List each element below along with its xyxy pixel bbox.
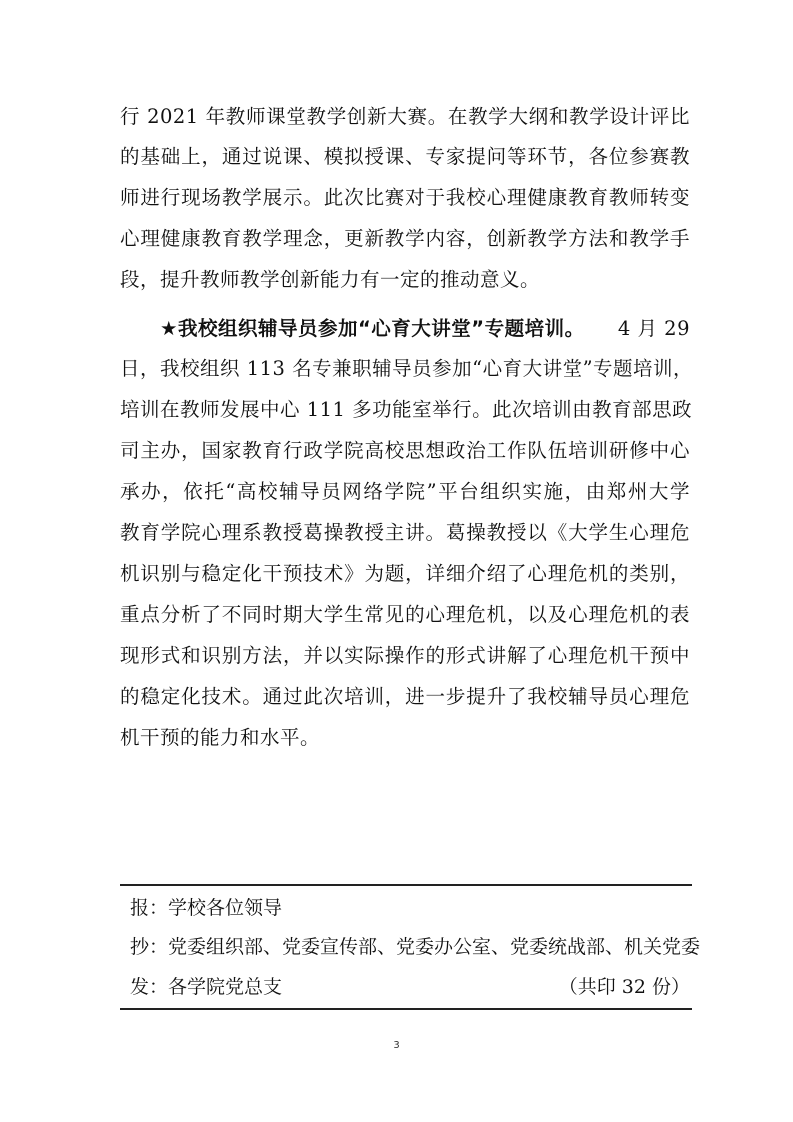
paragraph-2-line-2: 日，我校组织 113 名专兼职辅导员参加“心育大讲堂”专题培训，	[120, 357, 694, 380]
paragraph-1-line-1: 行 2021 年教师课堂教学创新大赛。在教学大纲和教学设计评比	[120, 105, 690, 128]
paragraph-2-line-4: 司主办，国家教育行政学院高校思想政治工作队伍培训研修中心	[120, 439, 690, 462]
news-item-heading: ★我校组织辅导员参加“心育大讲堂”专题培训。	[160, 317, 585, 340]
page-number: 3	[393, 1040, 400, 1051]
paragraph-2-line-6: 教育学院心理系教授葛操教授主讲。葛操教授以《大学生心理危	[120, 521, 690, 544]
paragraph-2-line-10: 的稳定化技术。通过此次培训，进一步提升了我校辅导员心理危	[120, 685, 690, 708]
paragraph-2-line-1	[160, 309, 690, 349]
footer-top-rule	[120, 884, 692, 886]
paragraph-2-line-9: 现形式和识别方法，并以实际操作的形式讲解了心理危机干预中	[120, 644, 690, 667]
copy-to-line: 抄：党委组织部、党委宣传部、党委办公室、党委统战部、机关党委	[130, 936, 701, 958]
paragraph-1-line-5: 段，提升教师教学创新能力有一定的推动意义。	[120, 268, 541, 291]
paragraph-1-line-4: 心理健康教育教学理念，更新教学内容，创新教学方法和教学手	[120, 227, 690, 250]
report-to-line: 报：学校各位领导	[130, 897, 283, 919]
print-copies: （共印 32 份）	[558, 976, 690, 998]
paragraph-1-line-3: 师进行现场教学展示。此次比赛对于我校心理健康教育教师转变	[120, 186, 690, 209]
paragraph-2-line-8: 重点分析了不同时期大学生常见的心理危机，以及心理危机的表	[120, 603, 690, 626]
paragraph-2-line-7: 机识别与稳定化干预技术》为题，详细介绍了心理危机的类别，	[120, 562, 690, 585]
news-item-date-start: 4 月 29	[617, 317, 690, 340]
footer-bottom-rule	[120, 1008, 692, 1010]
paragraph-2-line-3: 培训在教师发展中心 111 多功能室举行。此次培训由教育部思政	[120, 398, 693, 421]
send-to-line	[130, 969, 690, 1005]
send-to-text: 发：各学院党总支	[130, 976, 283, 998]
paragraph-2-line-11: 机干预的能力和水平。	[120, 726, 321, 749]
paragraph-2-line-5: 承办，依托“高校辅导员网络学院”平台组织实施，由郑州大学	[120, 480, 690, 503]
paragraph-1-line-2: 的基础上，通过说课、模拟授课、专家提问等环节，各位参赛教	[120, 145, 690, 168]
